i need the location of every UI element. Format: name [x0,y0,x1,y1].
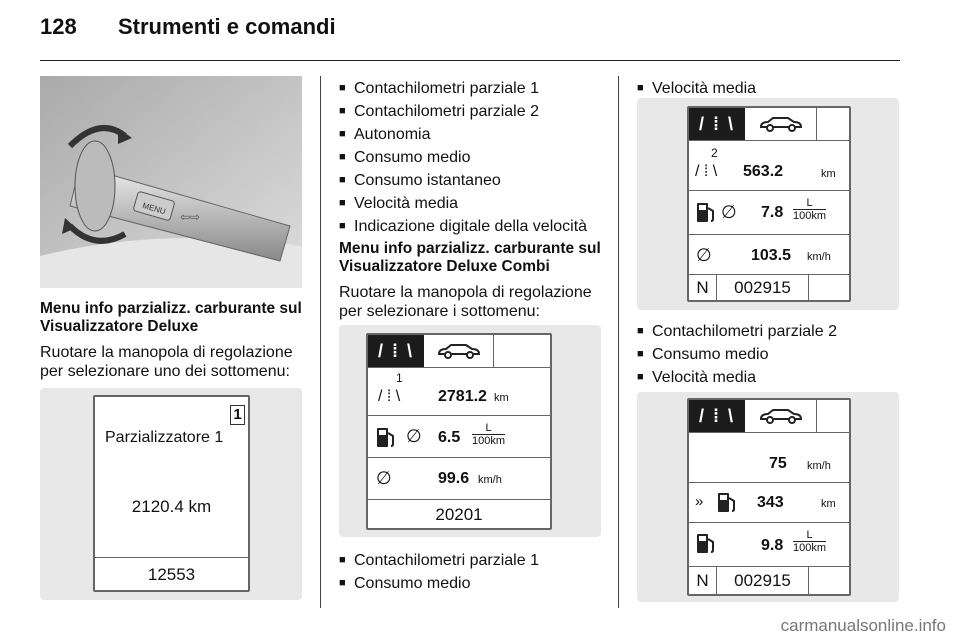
list-item: ■ Velocità media [637,366,907,389]
odometer: 002915 [717,275,809,300]
display-figure [40,388,302,600]
svg-text:⇦⇨: ⇦⇨ [180,210,201,224]
combi-display [687,398,851,596]
display-title: Parzializzatore 1 [105,429,224,446]
list-item: ■ Contachilometri parziale 2 [637,320,907,343]
list-item: ■ Contachilometri parziale 1 [339,77,609,100]
list-item: ■ Consumo medio [339,572,609,595]
road-icon: / ⁞ \ [378,388,401,405]
trip-unit: km [821,168,836,180]
range-unit: km [821,498,836,510]
consumption-value: 6.5 [438,429,461,446]
list-item: ■ Autonomia [339,123,609,146]
section-heading: Menu info parzializz. carburante sul Visualizzatore Deluxe [40,300,302,335]
range-value: 343 [757,494,784,511]
display-figure [637,98,899,310]
list-item: ■ Consumo medio [339,146,609,169]
car-tab-icon [745,400,817,432]
consumption-unit: $\frac{L}{100km}$ [472,422,506,447]
bullet-list [637,77,907,100]
list-item: ■ Velocità media [339,192,609,215]
watermark: carmanualsonline.info [780,616,946,635]
car-tab-icon [424,335,494,367]
section-text: Ruotare la manopola di regolazione per selezionare uno dei sottomenu: [40,344,293,380]
speed-value: 99.6 [438,470,470,487]
trip-tab-icon: / ⁞ \ [368,335,424,367]
speed-value: 75 [769,455,787,472]
trip-tab-icon: / ⁞ \ [689,108,745,140]
list-item: ■ Contachilometri parziale 2 [339,100,609,123]
header-rule [40,60,900,61]
average-icon: ∅ [376,468,392,488]
trip-value: 563.2 [743,163,784,180]
menu-button-label: MENU [141,201,167,217]
trip-tab-icon: / ⁞ \ [689,400,745,432]
bullet-list [637,320,907,389]
bullet-list [339,549,609,595]
trip-unit: km [494,392,509,404]
combi-display [366,333,552,530]
trip-value: 2781.2 [438,388,487,405]
list-item: ■ Contachilometri parziale 1 [339,549,609,572]
speed-value: 103.5 [751,247,792,264]
fuel-pump-icon [717,492,737,514]
fuel-pump-icon [376,427,396,449]
speed-unit: km/h [807,251,831,263]
speed-unit: km/h [478,474,502,486]
display-figure [339,325,601,537]
odometer: 20201 [435,505,483,524]
trip-badge: 1 [230,405,245,425]
consumption-value: 9.8 [761,537,784,554]
gear-indicator: N [689,567,717,594]
car-tab-icon [745,108,817,140]
trip-number: 2 [711,146,718,160]
consumption-unit: $\frac{L}{100km}$ [793,529,827,554]
page-number: 128 [40,14,77,39]
deluxe-display [93,395,250,592]
stalk-photo [40,76,302,288]
list-item: ■ Consumo medio [637,343,907,366]
gear-indicator: N [689,275,717,300]
range-icon: » [695,493,704,510]
bullet-list [339,77,609,238]
trip-value: 2120.4 km [131,497,212,516]
average-icon: ∅ [696,245,712,265]
fuel-pump-icon [696,202,716,224]
consumption-unit: $\frac{L}{100km}$ [793,197,827,222]
combi-display [687,106,851,302]
list-item: ■ Velocità media [637,77,907,100]
column-divider [618,76,619,608]
speed-unit: km/h [807,460,831,472]
average-icon: ∅ [721,202,737,222]
fuel-pump-icon [696,533,716,555]
page-title: Strumenti e comandi [118,14,336,39]
display-figure [637,392,899,602]
average-icon: ∅ [406,426,422,446]
odometer: 12553 [147,565,196,584]
trip-number: 1 [396,371,403,385]
consumption-value: 7.8 [761,204,784,221]
list-item: ■ Consumo istantaneo [339,169,609,192]
odometer: 002915 [717,567,809,594]
list-item: ■ Indicazione digitale della velocità [339,215,609,238]
section-text: Ruotare la manopola di regolazione per selezionare i sottomenu: [339,284,592,320]
column-divider [320,76,321,608]
road-icon: / ⁞ \ [695,163,718,180]
section-heading: Menu info parzializz. carburante sul Visualizzatore Deluxe Combi [339,240,601,275]
